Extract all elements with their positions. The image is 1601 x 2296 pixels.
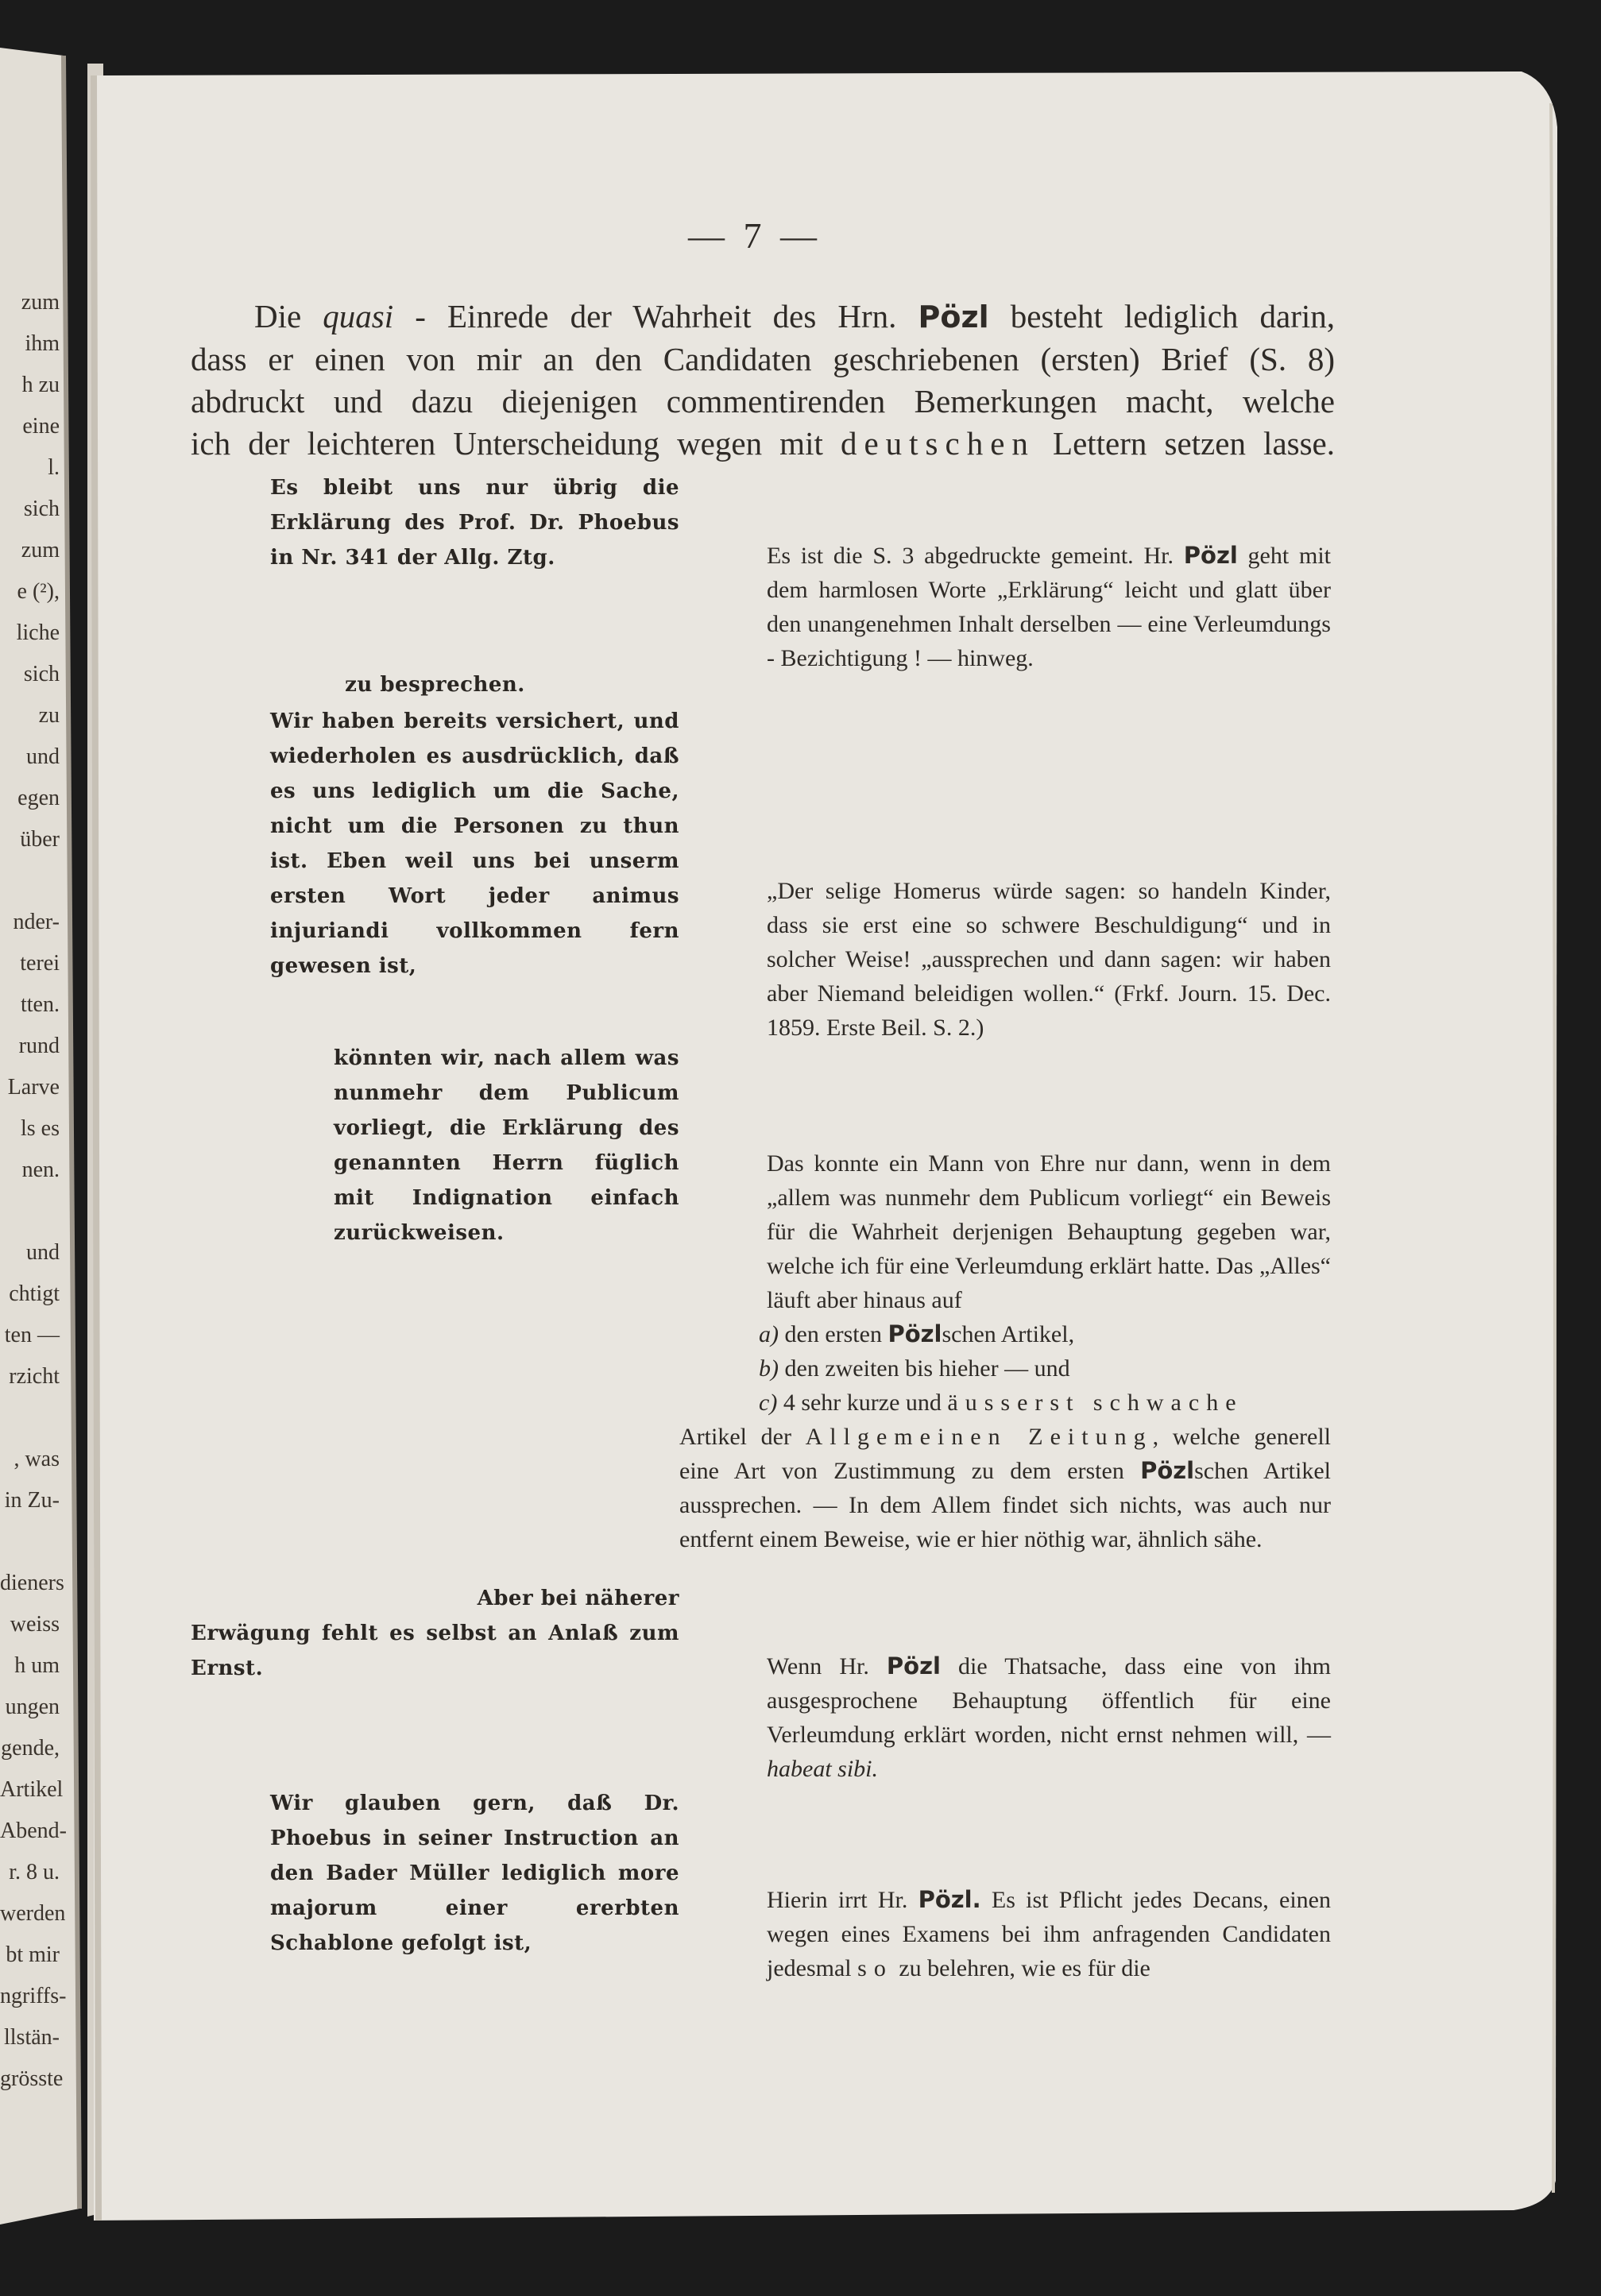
right-comment-4 — [679, 1649, 1331, 1786]
left-page-fragment: nen. — [21, 1158, 60, 1182]
right-text: geht mit dem harmlosen Worte „Erklärung“ leicht und glatt über den unangenehmen Inhalt derselben — eine Verleumdungs - Bezichtigung ! — hinweg. — [767, 543, 1332, 671]
right-text: Es ist Pflicht jedes Decans, einen wegen eines Examens bei ihm anfragenden Candidaten jedesmal — [767, 1887, 1331, 1981]
list-spaced: äusserst schwache — [947, 1390, 1243, 1416]
left-quote-text: Es bleibt uns nur übrig die Erklärung des Prof. Dr. Phoebus in Nr. 341 der Allg. Ztg. — [270, 476, 679, 570]
left-page-fragment: zum — [21, 538, 60, 562]
left-page-fragment: ihm — [25, 331, 60, 356]
left-page-fragment: gende, — [1, 1736, 60, 1761]
right-name: Pözl — [1140, 1457, 1195, 1484]
left-page-fragment: eine — [22, 414, 60, 439]
intro-quasi: quasi — [323, 298, 394, 334]
left-page-fragment: bt mir — [6, 1942, 60, 1967]
intro-line: abdruckt und dazu diejenigen commentirenden Bemerkungen macht, welche — [191, 383, 1335, 419]
right-spaced: so — [857, 1955, 893, 1981]
right-text: Wenn Hr. — [767, 1653, 887, 1679]
left-page-fragment: sich — [23, 662, 60, 686]
list-label: c) — [759, 1390, 778, 1416]
intro-text: Lettern setzen lasse. — [1034, 425, 1335, 462]
left-page-fragment: zu — [38, 703, 60, 728]
page-number: — 7 — — [688, 215, 822, 256]
left-page-fragment — [0, 1191, 60, 1232]
left-page-fragment: rund — [18, 1034, 60, 1058]
right-text: „Der selige Homerus würde sagen: so handeln Kinder, dass sie erst eine so schwere Beschuldigung“ und in solcher Weise! „aussprechen und dann sagen: wir haben aber Niemand beleidigen wollen.“ (Frkf. Journ. 15. Dec. 1859. Erste Beil. S. 2.) — [767, 878, 1331, 1041]
right-text: , welche generell eine Art von Zustimmung zu dem ersten — [679, 1424, 1332, 1484]
left-page-fragment — [0, 860, 60, 902]
left-page-fragment: h um — [14, 1653, 60, 1678]
left-page-fragment: grösste — [0, 2066, 64, 2091]
right-text: Hierin irrt Hr. — [767, 1887, 918, 1913]
left-page-fragment: liche — [16, 620, 60, 645]
right-text: die Thatsache, dass eine von ihm ausgesprochene Behauptung öffentlich für eine Verleumdung erklärt worden, nicht ernst nehmen will, — — [767, 1653, 1331, 1748]
right-latin: habeat sibi. — [767, 1756, 878, 1782]
left-page-fragment: Abend- — [0, 1819, 67, 1843]
list-item-c — [679, 1386, 1331, 1420]
left-quote-text: könnten wir, nach allem was nunmehr dem Publicum vorliegt, die Erklärung des genannten Herrn füglich mit Indignation einfach zurückweisen. — [334, 1046, 679, 1245]
list-text: den zweiten bis hieher — und — [779, 1355, 1070, 1382]
left-page-fragment: ls es — [21, 1116, 60, 1141]
right-text: Es ist die S. 3 abgedruckte gemeint. Hr. — [767, 543, 1184, 569]
left-page-text — [0, 282, 67, 2100]
left-page-fragment: werden — [0, 1901, 66, 1926]
right-text: zu belehren, wie es für die — [892, 1955, 1150, 1981]
left-quote-text: Erwägung fehlt es selbst an Anlaß zum Ernst. — [191, 1622, 679, 1680]
left-page-fragment: , was — [14, 1447, 60, 1471]
right-spaced: Allgemeinen Zeitung — [805, 1424, 1153, 1450]
left-page-fragment: terei — [20, 951, 60, 976]
right-comment-1 — [679, 539, 1331, 675]
left-page-fragment: in Zu- — [4, 1488, 60, 1513]
list-text: schen Artikel, — [942, 1321, 1075, 1347]
intro-line: dass er einen von mir an den Candidaten geschriebenen (ersten) Brief (S. 8) — [191, 341, 1335, 377]
intro-spaced: deutschen — [840, 425, 1035, 462]
left-page-fragment — [0, 1521, 60, 1563]
left-quote-text: zu besprechen. — [345, 673, 525, 697]
left-page-fragment: und — [26, 1240, 60, 1265]
right-name: Pözl. — [918, 1886, 981, 1913]
list-label: b) — [759, 1355, 779, 1382]
left-page-fragment: ungen — [5, 1695, 60, 1719]
left-quote-4 — [191, 1041, 679, 1250]
left-page-fragment: h zu — [21, 373, 60, 397]
intro-text: besteht lediglich darin, — [988, 298, 1335, 334]
left-quote-3 — [191, 704, 679, 984]
left-page-fragment: rzicht — [9, 1364, 60, 1389]
left-quote-1 — [191, 470, 679, 575]
right-comment-3 — [679, 1146, 1331, 1556]
left-page-fragment: chtigt — [9, 1281, 60, 1306]
left-page-fragment: egen — [17, 786, 60, 810]
right-name: Pözl — [888, 1320, 942, 1347]
left-page-fragment: dieners — [0, 1571, 64, 1595]
left-quote-6 — [191, 1786, 679, 1961]
intro-text: ich der leichteren Unterscheidung wegen mit — [191, 425, 841, 462]
left-page-fragment: l. — [48, 455, 60, 480]
list-text: 4 sehr kurze und — [777, 1390, 948, 1416]
left-quote-text: Aber bei näherer — [477, 1587, 679, 1610]
left-page-fragment: nder- — [13, 910, 60, 934]
left-page-fragment: Larve — [7, 1075, 60, 1100]
right-text: Artikel der — [679, 1424, 806, 1450]
left-page-fragment: ten — — [4, 1323, 60, 1347]
left-page-fragment: über — [20, 827, 60, 852]
left-page-fragment: e (²), — [17, 579, 60, 604]
left-page-fragment: und — [26, 744, 60, 769]
list-item-b — [679, 1351, 1331, 1386]
left-page-fragment: tten. — [21, 992, 60, 1017]
left-page-fragment: weiss — [10, 1612, 60, 1637]
right-name: Pözl — [886, 1652, 941, 1679]
left-quote-2 — [191, 667, 679, 702]
intro-paragraph — [191, 296, 1335, 465]
left-page-fragment: ngriffs- — [0, 1984, 67, 2008]
list-label: a) — [759, 1321, 779, 1347]
left-quote-text: Wir glauben gern, daß Dr. Phoebus in seiner Instruction an den Bader Müller lediglich more majorum einer ererbten Schablone gefolgt ist, — [270, 1792, 679, 1955]
intro-text: Die — [254, 298, 323, 334]
left-page-fragment — [0, 1397, 60, 1439]
right-comment-2 — [679, 874, 1331, 1045]
intro-name: Pözl — [918, 300, 989, 334]
right-text: Das konnte ein Mann von Ehre nur dann, wenn in dem „allem was nunmehr dem Publicum vorliegt“ ein Beweis für die Wahrheit derjenigen Behauptung gegeben war, welche ich für eine Verleumdung erklärt hatte. Das „Alles“ läuft aber hinaus auf — [767, 1150, 1331, 1313]
left-page-fragment: zum — [21, 290, 60, 315]
right-name: Pözl — [1183, 542, 1238, 569]
list-item-a — [679, 1317, 1331, 1351]
left-quote-5 — [191, 1581, 679, 1686]
intro-text: - Einrede der Wahrheit des Hrn. — [393, 298, 918, 334]
list-text: den ersten — [779, 1321, 888, 1347]
left-quote-text: Wir haben bereits versichert, und wiederholen es ausdrücklich, daß es uns lediglich um die Sache, nicht um die Personen zu thun ist. Eben weil uns bei unserm ersten Wort jeder animus injuriandi vollkommen fern gewesen ist, — [270, 709, 679, 978]
right-comment-5 — [679, 1883, 1331, 1985]
left-page-fragment: llstän- — [4, 2025, 60, 2050]
left-page-fragment: sich — [23, 497, 60, 521]
right-text: schen Artikel aussprechen. — In dem Allem findet sich nichts, was auch nur entfernt einem Beweise, wie er hier nöthig war, ähnlich sähe. — [679, 1458, 1331, 1552]
left-page-fragment: Artikel — [0, 1777, 64, 1802]
left-page-fragment: r. 8 u. — [9, 1860, 60, 1884]
